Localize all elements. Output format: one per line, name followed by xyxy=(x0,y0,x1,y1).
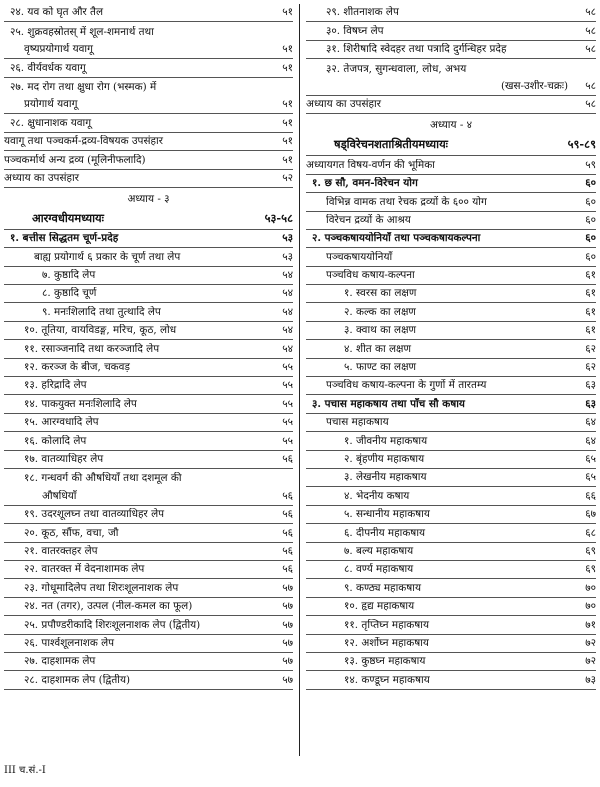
toc-entry xyxy=(306,671,596,689)
toc-entry-page: ७० xyxy=(585,581,596,594)
toc-entry xyxy=(306,377,596,395)
toc-entry-title: पञ्चकषाययोनियाँ xyxy=(326,250,393,263)
toc-entry-title: २६. पार्श्वशूलनाशक लेप xyxy=(24,636,115,649)
toc-entry-page: ५८ xyxy=(585,43,596,56)
toc-entry-page: ६३ xyxy=(585,379,596,392)
toc-entry xyxy=(306,524,596,542)
toc-entry-page: ७३ xyxy=(585,673,596,686)
toc-entry-title: २. कल्क का लक्षण xyxy=(344,305,416,318)
page-footer: III च.सं.-I xyxy=(4,765,46,776)
toc-entry xyxy=(4,59,293,77)
toc-entry-title: २८. दाहशामक लेप (द्वितीय) xyxy=(24,673,131,686)
toc-entry xyxy=(306,175,596,193)
toc-entry-page: ६२ xyxy=(585,361,596,374)
toc-entry-page: ६४ xyxy=(585,434,596,447)
toc-entry-title: ८. वर्ण्य महाकषाय xyxy=(344,563,414,576)
toc-entry xyxy=(306,267,596,285)
toc-entry xyxy=(306,59,596,77)
toc-entry-page: ६१ xyxy=(585,287,596,300)
toc-entry xyxy=(306,561,596,579)
toc-entry xyxy=(306,579,596,597)
toc-entry-title: १२. करञ्ज के बीज, चकवड़ xyxy=(24,361,130,374)
toc-entry xyxy=(306,78,596,96)
toc-entry-title: ३१. शिरीषादि स्वेदहर तथा पत्रादि दुर्गन्धिहर प्रदेह xyxy=(326,43,507,56)
toc-entry-title: अध्यायगत विषय-वर्णन की भूमिका xyxy=(306,158,435,171)
toc-entry-title: यवागू तथा पञ्चकर्म-द्रव्य-विषयक उपसंहार xyxy=(4,135,163,148)
toc-entry xyxy=(306,212,596,230)
toc-entry-page: ७१ xyxy=(585,618,596,631)
toc-entry xyxy=(4,151,293,169)
toc-entry-title: ७. कुष्ठादि लेप xyxy=(42,269,96,282)
column-divider xyxy=(299,4,300,756)
right-entries-top xyxy=(306,4,596,114)
chapter-4-heading xyxy=(306,135,596,156)
toc-entry-page: ५८ xyxy=(585,79,596,92)
toc-entry-title: विभिन्न वामक तथा रेचक द्रव्यों के ६०० योग xyxy=(326,195,487,208)
toc-entry-title: ८. कुष्ठादि चूर्ण xyxy=(42,287,97,300)
toc-entry xyxy=(306,543,596,561)
toc-entry-title: ११. तृप्तिघ्न महाकषाय xyxy=(344,618,429,631)
toc-entry-title: २०. कूठ, सौंफ, वचा, जौ xyxy=(24,526,119,539)
toc-entry xyxy=(4,395,293,413)
toc-entry-title: १०. हृद्य महाकषाय xyxy=(344,600,415,613)
toc-entry-title: १६. कोलादि लेप xyxy=(24,434,87,447)
toc-entry-title: १. जीवनीय महाकषाय xyxy=(344,434,428,447)
toc-entry xyxy=(306,616,596,634)
toc-entry-page: ५४ xyxy=(282,287,293,300)
toc-entry-title: १८. गन्धवर्ग की औषधियाँ तथा दशमूल की xyxy=(24,472,182,485)
toc-entry xyxy=(4,96,293,114)
right-entries-bottom xyxy=(306,156,596,689)
toc-entry xyxy=(4,414,293,432)
toc-entry xyxy=(306,193,596,211)
toc-entry xyxy=(306,395,596,413)
toc-entry xyxy=(4,524,293,542)
toc-entry-page: ५१ xyxy=(282,98,293,111)
toc-entry-title: २३. गोधूमादिलेप तथा शिरःशूलनाशक लेप xyxy=(24,581,179,594)
toc-entry xyxy=(4,322,293,340)
toc-entry-page: ५६ xyxy=(282,526,293,539)
toc-entry-page: ६३ xyxy=(585,397,596,410)
toc-entry xyxy=(306,4,596,22)
toc-entry xyxy=(306,230,596,248)
left-entries-bottom xyxy=(4,230,293,690)
toc-entry-title: २१. वातरक्तहर लेप xyxy=(24,544,98,557)
toc-entry-page: ५१ xyxy=(282,135,293,148)
toc-entry-title: १०. तूतिया, वायविडङ्ग, मरिच, कूठ, लोध xyxy=(24,324,177,337)
chapter-3-heading xyxy=(4,209,293,230)
toc-entry-title: २८. क्षुधानाशक यवागू xyxy=(10,116,92,129)
toc-entry xyxy=(4,487,293,505)
toc-entry-title: २५. प्रपौण्डरीकादि शिरःशूलनाशक लेप (द्वितीय) xyxy=(24,618,201,631)
toc-entry-title: अध्याय का उपसंहार xyxy=(306,98,381,111)
chapter-3-range: ५३-५८ xyxy=(264,210,293,225)
toc-entry xyxy=(4,41,293,59)
toc-entry-page: ५६ xyxy=(282,508,293,521)
toc-entry-title: १९. उदरशूलघ्न तथा वातव्याधिहर लेप xyxy=(24,508,165,521)
toc-entry xyxy=(4,114,293,132)
toc-entry-page: ५८ xyxy=(585,6,596,19)
toc-entry-title: २४. यव को घृत और तैल xyxy=(10,6,104,19)
toc-entry-page: ५६ xyxy=(282,563,293,576)
chapter-3-label: अध्याय - ३ xyxy=(127,192,170,205)
toc-entry-title: बाह्य प्रयोगार्थ ६ प्रकार के चूर्ण तथा लेप xyxy=(34,250,181,263)
toc-entry-title: ४. शीत का लक्षण xyxy=(344,342,411,355)
toc-entry xyxy=(4,598,293,616)
toc-entry xyxy=(306,598,596,616)
toc-entry-title: (खस-उशीर-चक्रः) xyxy=(500,79,568,92)
toc-entry xyxy=(306,340,596,358)
toc-entry-title: ३०. विषघ्न लेप xyxy=(326,24,384,37)
toc-entry-title: ५. फाण्ट का लक्षण xyxy=(344,361,417,374)
toc-entry-title: १५. आरग्वधादि लेप xyxy=(24,416,99,429)
toc-entry-page: ७२ xyxy=(585,636,596,649)
toc-entry-page: ६५ xyxy=(585,471,596,484)
toc-entry-title: ३. पचास महाकषाय तथा पाँच सौ कषाय xyxy=(312,397,465,410)
toc-entry-page: ६८ xyxy=(585,526,596,539)
toc-entry-title: २. बृंहणीय महाकषाय xyxy=(344,452,425,465)
toc-entry-page: ६७ xyxy=(585,508,596,521)
toc-entry-title: २७. दाहशामक लेप xyxy=(24,655,96,668)
toc-entry-title: १२. अर्शोघ्न महाकषाय xyxy=(344,636,429,649)
toc-entry xyxy=(4,267,293,285)
toc-entry xyxy=(306,359,596,377)
toc-entry xyxy=(4,635,293,653)
toc-entry xyxy=(4,285,293,303)
toc-entry-title: २५. शुक्रवहस्रोतस् में शूल-शमनार्थ तथा xyxy=(10,25,154,38)
toc-entry-page: ५७ xyxy=(282,673,293,686)
toc-entry-page: ५५ xyxy=(282,379,293,392)
toc-entry-title: प्रयोगार्थ यवागू xyxy=(24,98,78,111)
toc-entry-page: ५७ xyxy=(282,581,293,594)
toc-entry-page: ५१ xyxy=(282,61,293,74)
left-entries-top xyxy=(4,4,293,188)
toc-entry-page: ५४ xyxy=(282,305,293,318)
toc-entry-page: ५७ xyxy=(282,655,293,668)
toc-entry-title: २९. शीतनाशक लेप xyxy=(326,6,399,19)
toc-entry-page: ५८ xyxy=(585,24,596,37)
toc-entry-page: ५१ xyxy=(282,153,293,166)
toc-entry xyxy=(306,22,596,40)
toc-entry xyxy=(4,451,293,469)
toc-entry xyxy=(4,340,293,358)
toc-entry-page: ५६ xyxy=(282,452,293,465)
chapter-3-title: आरग्वधीयमध्यायः xyxy=(32,210,104,225)
toc-entry-page: ६४ xyxy=(585,416,596,429)
toc-page xyxy=(4,4,596,784)
toc-entry xyxy=(4,579,293,597)
toc-entry-page: ५५ xyxy=(282,416,293,429)
toc-entry-page: ६२ xyxy=(585,342,596,355)
toc-entry-page: ७२ xyxy=(585,655,596,668)
toc-entry-page: ५३ xyxy=(282,250,293,263)
toc-entry-title: १४. पाकयुक्त मनःशिलादि लेप xyxy=(24,397,137,410)
toc-entry-page: ५६ xyxy=(282,544,293,557)
toc-entry-page: ५५ xyxy=(282,361,293,374)
toc-entry-page: ५१ xyxy=(282,6,293,19)
toc-entry xyxy=(306,487,596,505)
toc-entry-page: ५४ xyxy=(282,324,293,337)
toc-entry xyxy=(4,170,293,188)
toc-entry-title: पञ्चकर्मार्थ अन्य द्रव्य (मूलिनीफलादि) xyxy=(4,153,146,166)
toc-entry-title: विरेचन द्रव्यों के आश्रय xyxy=(326,213,411,226)
left-column xyxy=(4,4,293,690)
toc-entry-page: ५२ xyxy=(282,171,293,184)
toc-entry xyxy=(4,303,293,321)
toc-entry xyxy=(4,230,293,248)
toc-entry xyxy=(4,653,293,671)
toc-entry-title: ६. दीपनीय महाकषाय xyxy=(344,526,426,539)
toc-entry-title: २७. मद रोग तथा क्षुधा रोग (भस्मक) में xyxy=(10,80,157,93)
toc-entry xyxy=(4,506,293,524)
chapter-4-range: ५९-८९ xyxy=(567,137,596,152)
toc-entry-page: ५९ xyxy=(585,158,596,171)
right-column xyxy=(306,4,596,690)
toc-entry-page: ५६ xyxy=(282,489,293,502)
toc-entry-title: ३. क्वाथ का लक्षण xyxy=(344,324,417,337)
toc-entry xyxy=(4,22,293,40)
toc-entry-title: अध्याय का उपसंहार xyxy=(4,171,79,184)
chapter-4-label: अध्याय - ४ xyxy=(429,119,473,132)
toc-entry-title: वृष्यप्रयोगार्थ यवागू xyxy=(24,43,93,56)
toc-entry xyxy=(306,653,596,671)
toc-entry-title: १. बत्तीस सिद्धतम चूर्ण-प्रदेह xyxy=(10,232,119,245)
toc-entry-page: ५४ xyxy=(282,342,293,355)
toc-entry-title: पञ्चविध कषाय-कल्पना के गुणों में तारतम्य xyxy=(326,379,487,392)
toc-entry-title: ३२. तेजपत्र, सुगन्धवाला, लोध, अभय xyxy=(326,62,467,75)
toc-entry-title: १४. कण्डूघ्न महाकषाय xyxy=(344,673,430,686)
toc-entry xyxy=(4,359,293,377)
toc-entry xyxy=(4,543,293,561)
toc-entry xyxy=(4,377,293,395)
toc-entry-page: ५१ xyxy=(282,116,293,129)
toc-entry-page: ६६ xyxy=(585,489,596,502)
toc-entry-page: ७० xyxy=(585,600,596,613)
toc-entry-title: ३. लेखनीय महाकषाय xyxy=(344,471,427,484)
toc-entry-title: १७. वातव्याधिहर लेप xyxy=(24,452,104,465)
toc-entry-title: ११. रसाञ्जनादि तथा करञ्जादि लेप xyxy=(24,342,160,355)
toc-entry-page: ६१ xyxy=(585,324,596,337)
toc-entry-page: ५७ xyxy=(282,636,293,649)
toc-entry-page: ५३ xyxy=(282,232,293,245)
toc-entry xyxy=(306,432,596,450)
toc-entry-title: ९. कण्ठ्य महाकषाय xyxy=(344,581,421,594)
toc-entry xyxy=(4,469,293,487)
toc-entry-title: १. छ सौ, वमन-विरेचन योग xyxy=(312,177,418,190)
toc-entry-page: ६० xyxy=(585,232,596,245)
toc-entry xyxy=(4,133,293,151)
toc-entry xyxy=(306,248,596,266)
toc-entry xyxy=(4,78,293,96)
toc-entry-page: ५१ xyxy=(282,43,293,56)
toc-entry-page: ६० xyxy=(585,177,596,190)
toc-entry xyxy=(4,432,293,450)
toc-entry xyxy=(306,96,596,114)
toc-entry-title: ५. सन्धानीय महाकषाय xyxy=(344,508,430,521)
toc-entry-page: ६० xyxy=(585,213,596,226)
toc-entry xyxy=(306,506,596,524)
toc-entry-page: ६९ xyxy=(585,563,596,576)
toc-entry-title: १. स्वरस का लक्षण xyxy=(344,287,417,300)
toc-entry xyxy=(4,561,293,579)
toc-entry-title: २. पञ्चकषाययोनियाँ तथा पञ्चकषायकल्पना xyxy=(312,232,481,245)
toc-entry-page: ६९ xyxy=(585,544,596,557)
chapter-4-title: षड्विरेचनशताश्रितीयमध्यायः xyxy=(334,137,448,152)
toc-entry-page: ५५ xyxy=(282,434,293,447)
toc-entry-page: ५७ xyxy=(282,600,293,613)
toc-entry-title: ९. मनःशिलादि तथा तुत्थादि लेप xyxy=(42,305,161,318)
toc-entry-page: ६० xyxy=(585,195,596,208)
toc-entry xyxy=(4,671,293,689)
toc-entry xyxy=(306,41,596,59)
toc-entry-page: ५४ xyxy=(282,269,293,282)
toc-entry-title: ७. बल्य महाकषाय xyxy=(344,544,414,557)
toc-entry-page: ५५ xyxy=(282,397,293,410)
toc-entry xyxy=(4,4,293,22)
toc-entry-page: ५८ xyxy=(585,98,596,111)
toc-entry xyxy=(306,303,596,321)
toc-entry xyxy=(306,156,596,174)
toc-entry xyxy=(306,635,596,653)
toc-entry-page: ६५ xyxy=(585,452,596,465)
toc-entry xyxy=(4,248,293,266)
toc-entry-page: ६१ xyxy=(585,305,596,318)
toc-entry xyxy=(306,414,596,432)
toc-entry-title: १३. हरिद्रादि लेप xyxy=(24,379,87,392)
toc-entry xyxy=(306,469,596,487)
toc-entry xyxy=(4,616,293,634)
toc-entry-title: औषधियाँ xyxy=(42,489,77,502)
toc-entry xyxy=(306,451,596,469)
toc-entry xyxy=(306,322,596,340)
toc-entry-title: पचास महाकषाय xyxy=(326,416,389,429)
toc-entry xyxy=(306,285,596,303)
toc-entry-title: पञ्चविध कषाय-कल्पना xyxy=(326,269,415,282)
toc-entry-title: २२. वातरक्त में वेदनाशामक लेप xyxy=(24,563,145,576)
toc-entry-page: ६० xyxy=(585,250,596,263)
toc-entry-page: ५७ xyxy=(282,618,293,631)
toc-entry-title: २४. नत (तगर), उत्पल (नील-कमल का फूल) xyxy=(24,600,193,613)
toc-entry-title: १३. कुष्ठघ्न महाकषाय xyxy=(344,655,426,668)
toc-entry-title: २६. वीर्यवर्धक यवागू xyxy=(10,61,86,74)
toc-entry-title: ४. भेदनीय कषाय xyxy=(344,489,410,502)
toc-entry-page: ६१ xyxy=(585,269,596,282)
